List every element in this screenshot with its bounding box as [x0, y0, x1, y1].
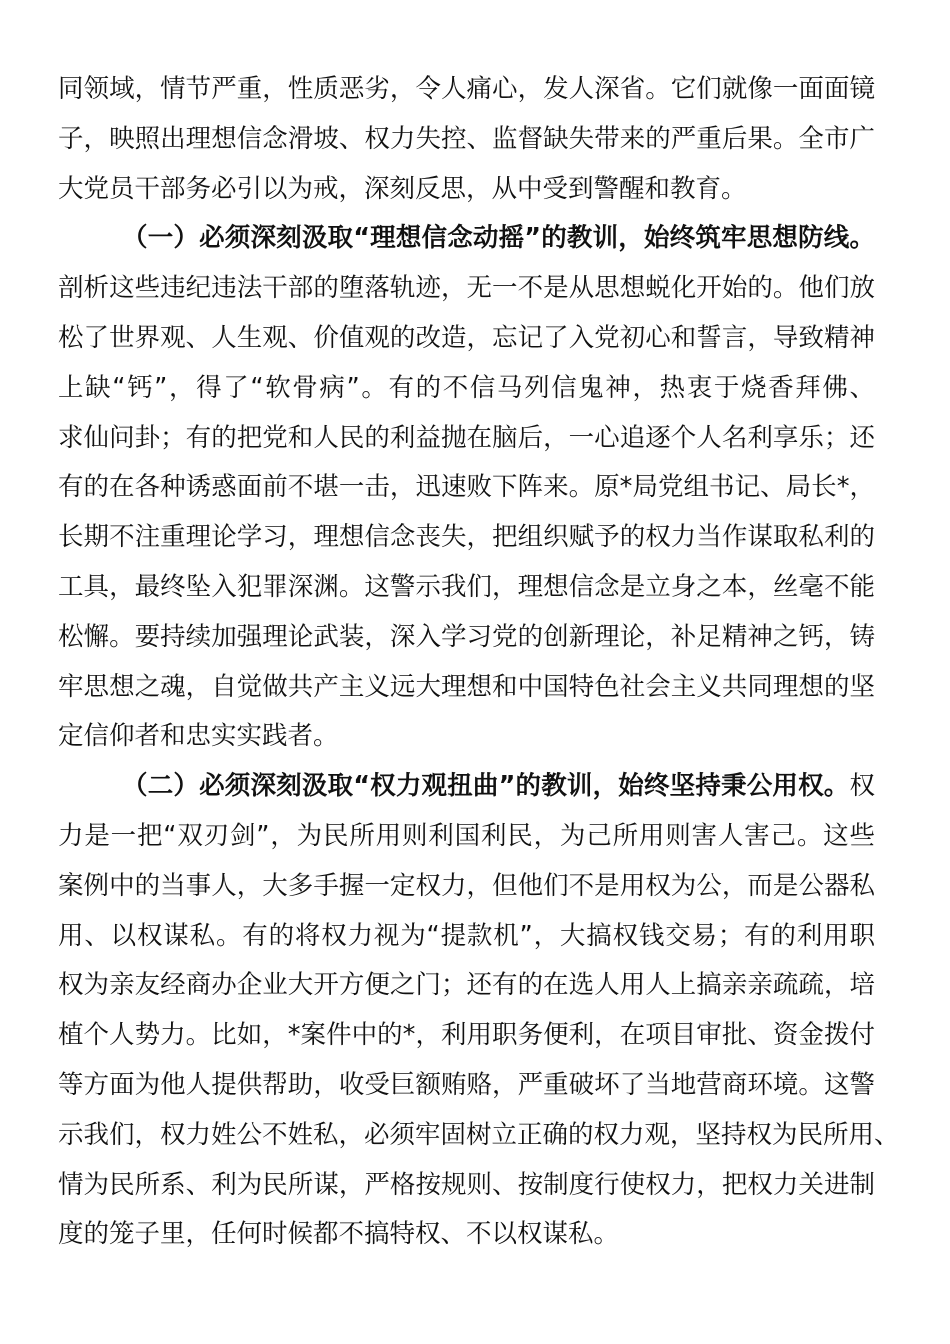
text-line: 权为亲友经商办企业大开方便之门；还有的在选人用人上搞亲亲疏疏，培: [58, 970, 875, 1001]
section-heading: [58, 214, 875, 264]
text-line: 松懈。要持续加强理论武装，深入学习党的创新理论，补足精神之钙，铸: [58, 621, 875, 652]
heading-text: （一）必须深刻汲取“理想信念动摇”的教训，始终筑牢思想防线。: [122, 223, 875, 254]
text-line: 求仙问卦；有的把党和人民的利益抛在脑后，一心追逐个人名利享乐；还: [58, 422, 875, 453]
paragraph: [58, 812, 900, 1260]
text-line: 剖析这些违纪违法干部的堕落轨迹，无一不是从思想蜕化开始的。他们放: [58, 273, 875, 304]
heading-line: [58, 214, 875, 264]
heading-text: （二）必须深刻汲取“权力观扭曲”的教训，始终坚持秉公用权。: [122, 771, 850, 802]
text-line: 植个人势力。比如，*案件中的*，利用职务便利，在项目审批、资金拨付: [58, 1020, 875, 1051]
heading-continuation: 权: [849, 771, 875, 802]
heading-line: [58, 762, 875, 812]
text-line: 等方面为他人提供帮助，收受巨额贿赂，严重破坏了当地营商环境。这警: [58, 1069, 875, 1100]
text-line: 情为民所系、利为民所谋，严格按规则、按制度行使权力，把权力关进制: [58, 1169, 875, 1200]
text-line: 力是一把“双刃剑”，为民所用则利国利民，为己所用则害人害己。这些: [58, 820, 875, 851]
text-line: 同领域，情节严重，性质恶劣，令人痛心，发人深省。它们就像一面面镜: [58, 74, 875, 104]
text-line: 有的在各种诱惑面前不堪一击，迅速败下阵来。原*局党组书记、局长*，: [58, 472, 875, 503]
paragraph: [58, 65, 875, 214]
text-line: 上缺“钙”，得了“软骨病”。有的不信马列信鬼神，热衷于烧香拜佛、: [58, 372, 875, 403]
text-line: 度的笼子里，任何时候都不搞特权、不以权谋私。: [58, 1219, 620, 1250]
paragraph: [58, 264, 875, 762]
text-line: 长期不注重理论学习，理想信念丧失，把组织赋予的权力当作谋取私利的: [58, 522, 875, 553]
text-line: 示我们，权力姓公不姓私，必须牢固树立正确的权力观，坚持权为民所用、: [58, 1119, 900, 1150]
document-body: [58, 65, 900, 1260]
text-line: 定信仰者和忠实实践者。: [58, 721, 339, 752]
text-line: 案例中的当事人，大多手握一定权力，但他们不是用权为公，而是公器私: [58, 870, 875, 901]
section-heading: [58, 762, 875, 812]
text-line: 大党员干部务必引以为戒，深刻反思，从中受到警醒和教育。: [58, 173, 747, 204]
text-line: 用、以权谋私。有的将权力视为“提款机”，大搞权钱交易；有的利用职: [58, 920, 875, 951]
text-line: 牢思想之魂，自觉做共产主义远大理想和中国特色社会主义共同理想的坚: [58, 671, 875, 702]
text-line: 子，映照出理想信念滑坡、权力失控、监督缺失带来的严重后果。全市广: [58, 123, 875, 154]
text-line: 松了世界观、人生观、价值观的改造，忘记了入党初心和誓言，导致精神: [58, 322, 875, 353]
text-line: 工具，最终坠入犯罪深渊。这警示我们，理想信念是立身之本，丝毫不能: [58, 571, 875, 602]
